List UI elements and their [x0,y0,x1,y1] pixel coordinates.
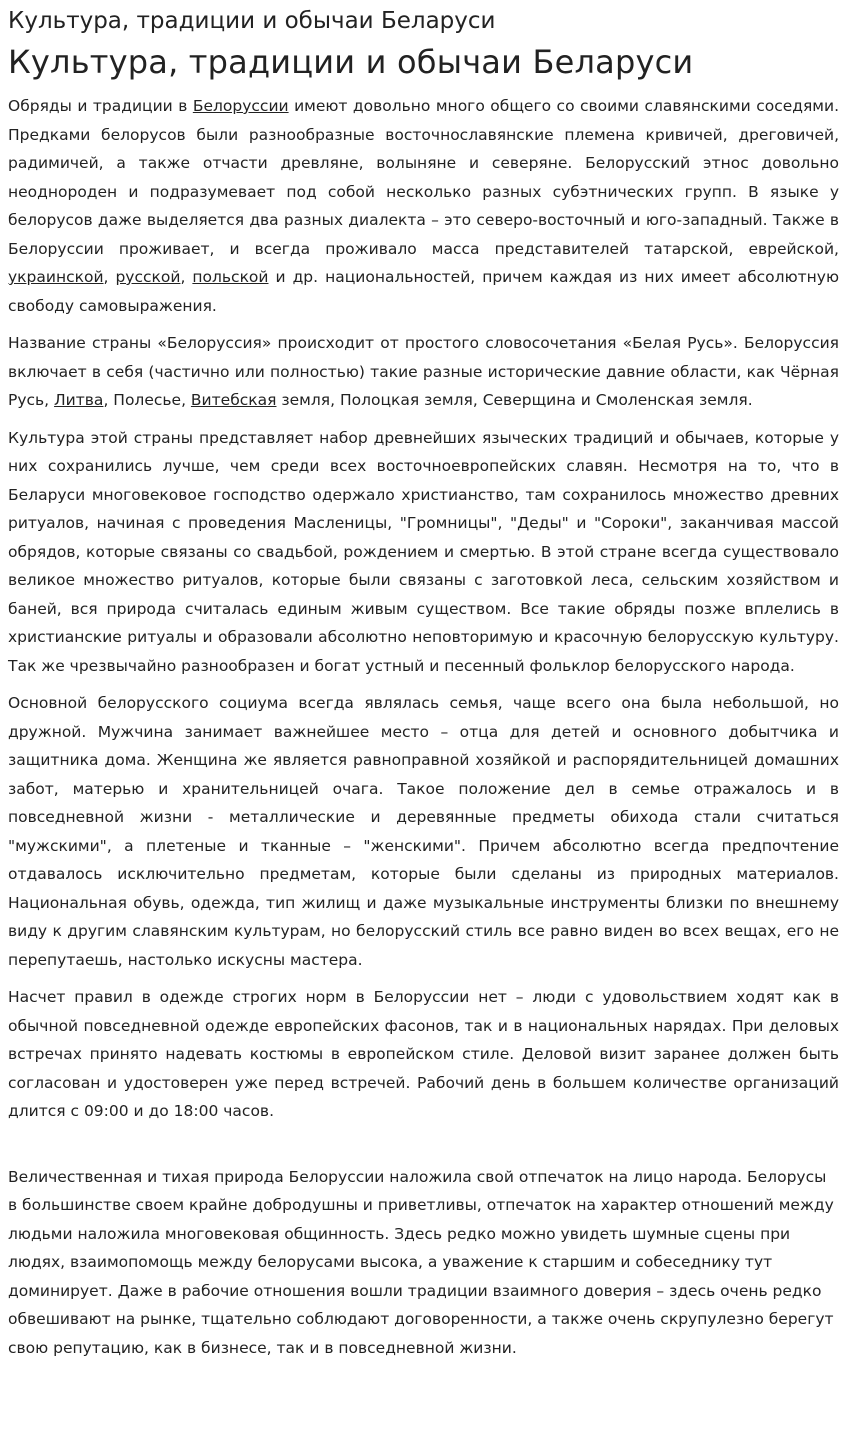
article-title: Культура, традиции и обычаи Беларуси [8,43,694,81]
window-title: Культура, традиции и обычаи Беларуси [8,8,496,34]
text-segment: имеют довольно много общего со своими славянскими соседями. Предками белорусов были разнообразные восточнославянские племена кривичей, дреговичей, радимичей, а также отчасти древляне, волыняне и северяне. Белорусский этнос довольно неоднороден и подразумевает под собой несколько разных субэтнических групп. В языке у белорусов даже выделяется два разных диалекта – это северо-восточный и юго-западный. Также в Белоруссии проживает, и всегда проживало масса представителей татарской, еврейской, [8,97,839,258]
text-segment: , Полесье, [103,391,191,409]
link-polish[interactable]: польской [192,268,269,286]
paragraph-clothing: Насчет правил в одежде строгих норм в Белоруссии нет – люди с удовольствием ходят как в обычной повседневной одежде европейских фасонов, так и в национальных нарядах. При деловых встречах принято надевать костюмы в европейском стиле. Деловой визит заранее должен быть согласован и удостоверен уже перед встречей. Рабочий день в большем количестве организаций длится с 09:00 и до 18:00 часов. [8,988,839,1120]
text-segment: , [103,268,116,286]
text-segment: земля, Полоцкая земля, Северщина и Смоленская земля. [276,391,753,409]
link-belarus[interactable]: Белоруссии [192,97,289,115]
link-vitebsk[interactable]: Витебская [190,391,277,409]
link-ukrainian[interactable]: украинской [8,268,104,286]
paragraph-name [8,329,839,415]
link-lithuania[interactable]: Литва [54,391,104,409]
link-russian[interactable]: русской [115,268,181,286]
text-segment: и др. национальностей, причем каждая из них имеет абсолютную свободу самовыражения. [8,268,839,315]
text-segment: Название страны «Белоруссия» происходит от простого словосочетания «Белая Русь». Белоруссия включает в себя (частично или полностью) такие разные исторические давние области, как Чёрная Русь, [8,334,839,409]
text-segment: , [180,268,193,286]
paragraph-family: Основной белорусского социума всегда являлась семья, чаще всего она была небольшой, но дружной. Мужчина занимает важнейшее место – отца для детей и основного добытчика и защитника дома. Женщина же является равноправной хозяйкой и распорядительницей домашних забот, матерью и хранительницей очага. Такое положение дел в семье отражалось и в повседневной жизни - металлические и деревянные предметы обихода стали считаться "мужскими", а плетеные и тканные – "женскими". Причем абсолютно всегда предпочтение отдавалось исключительно предметам, которые были сделаны из природных материалов. Национальная обувь, одежда, тип жилищ и даже музыкальные инструменты близки по внешнему виду к другим славянским культурам, но белорусский стиль все равно виден во всех вещах, его не перепутаешь, настолько искусны мастера. [8,694,839,969]
spacer [8,1135,839,1163]
text-segment: Обряды и традиции в [8,97,193,115]
paragraph-origins [8,92,839,320]
paragraph-culture: Культура этой страны представляет набор древнейших языческих традиций и обычаев, которые у них сохранились лучше, чем среди всех восточноевропейских славян. Несмотря на то, что в Беларуси многовековое господство одержало христианство, там сохранилось множество древних ритуалов, начиная с проведения Масленицы, "Громницы", "Деды" и "Сороки", заканчивая массой обрядов, которые связаны со свадьбой, рождением и смертью. В этой стране всегда существовало великое множество ритуалов, которые были связаны с заготовкой леса, сельским хозяйством и баней, вся природа считалась единым живым существом. Все такие обряды позже вплелись в христианские ритуалы и образовали абсолютно неповторимую и красочную белорусскую культуру. Так же чрезвычайно разнообразен и богат устный и песенный фольклор белорусского народа. [8,428,839,675]
paragraph-nature: Величественная и тихая природа Белоруссии наложила свой отпечаток на лицо народа. Белорусы в большинстве своем крайне добродушны и приветливы, отпечаток на характер отношений между людьми наложила многовековая общинность. Здесь редко можно увидеть шумные сцены при людях, взаимопомощь между белорусами высока, а уважение к старшим и собеседнику тут доминирует. Даже в рабочие отношения вошли традиции взаимного доверия – здесь очень редко обвешивают на рынке, тщательно соблюдают договоренности, а также очень скрупулезно берегут свою репутацию, как в бизнесе, так и в повседневной жизни. [8,1167,834,1357]
